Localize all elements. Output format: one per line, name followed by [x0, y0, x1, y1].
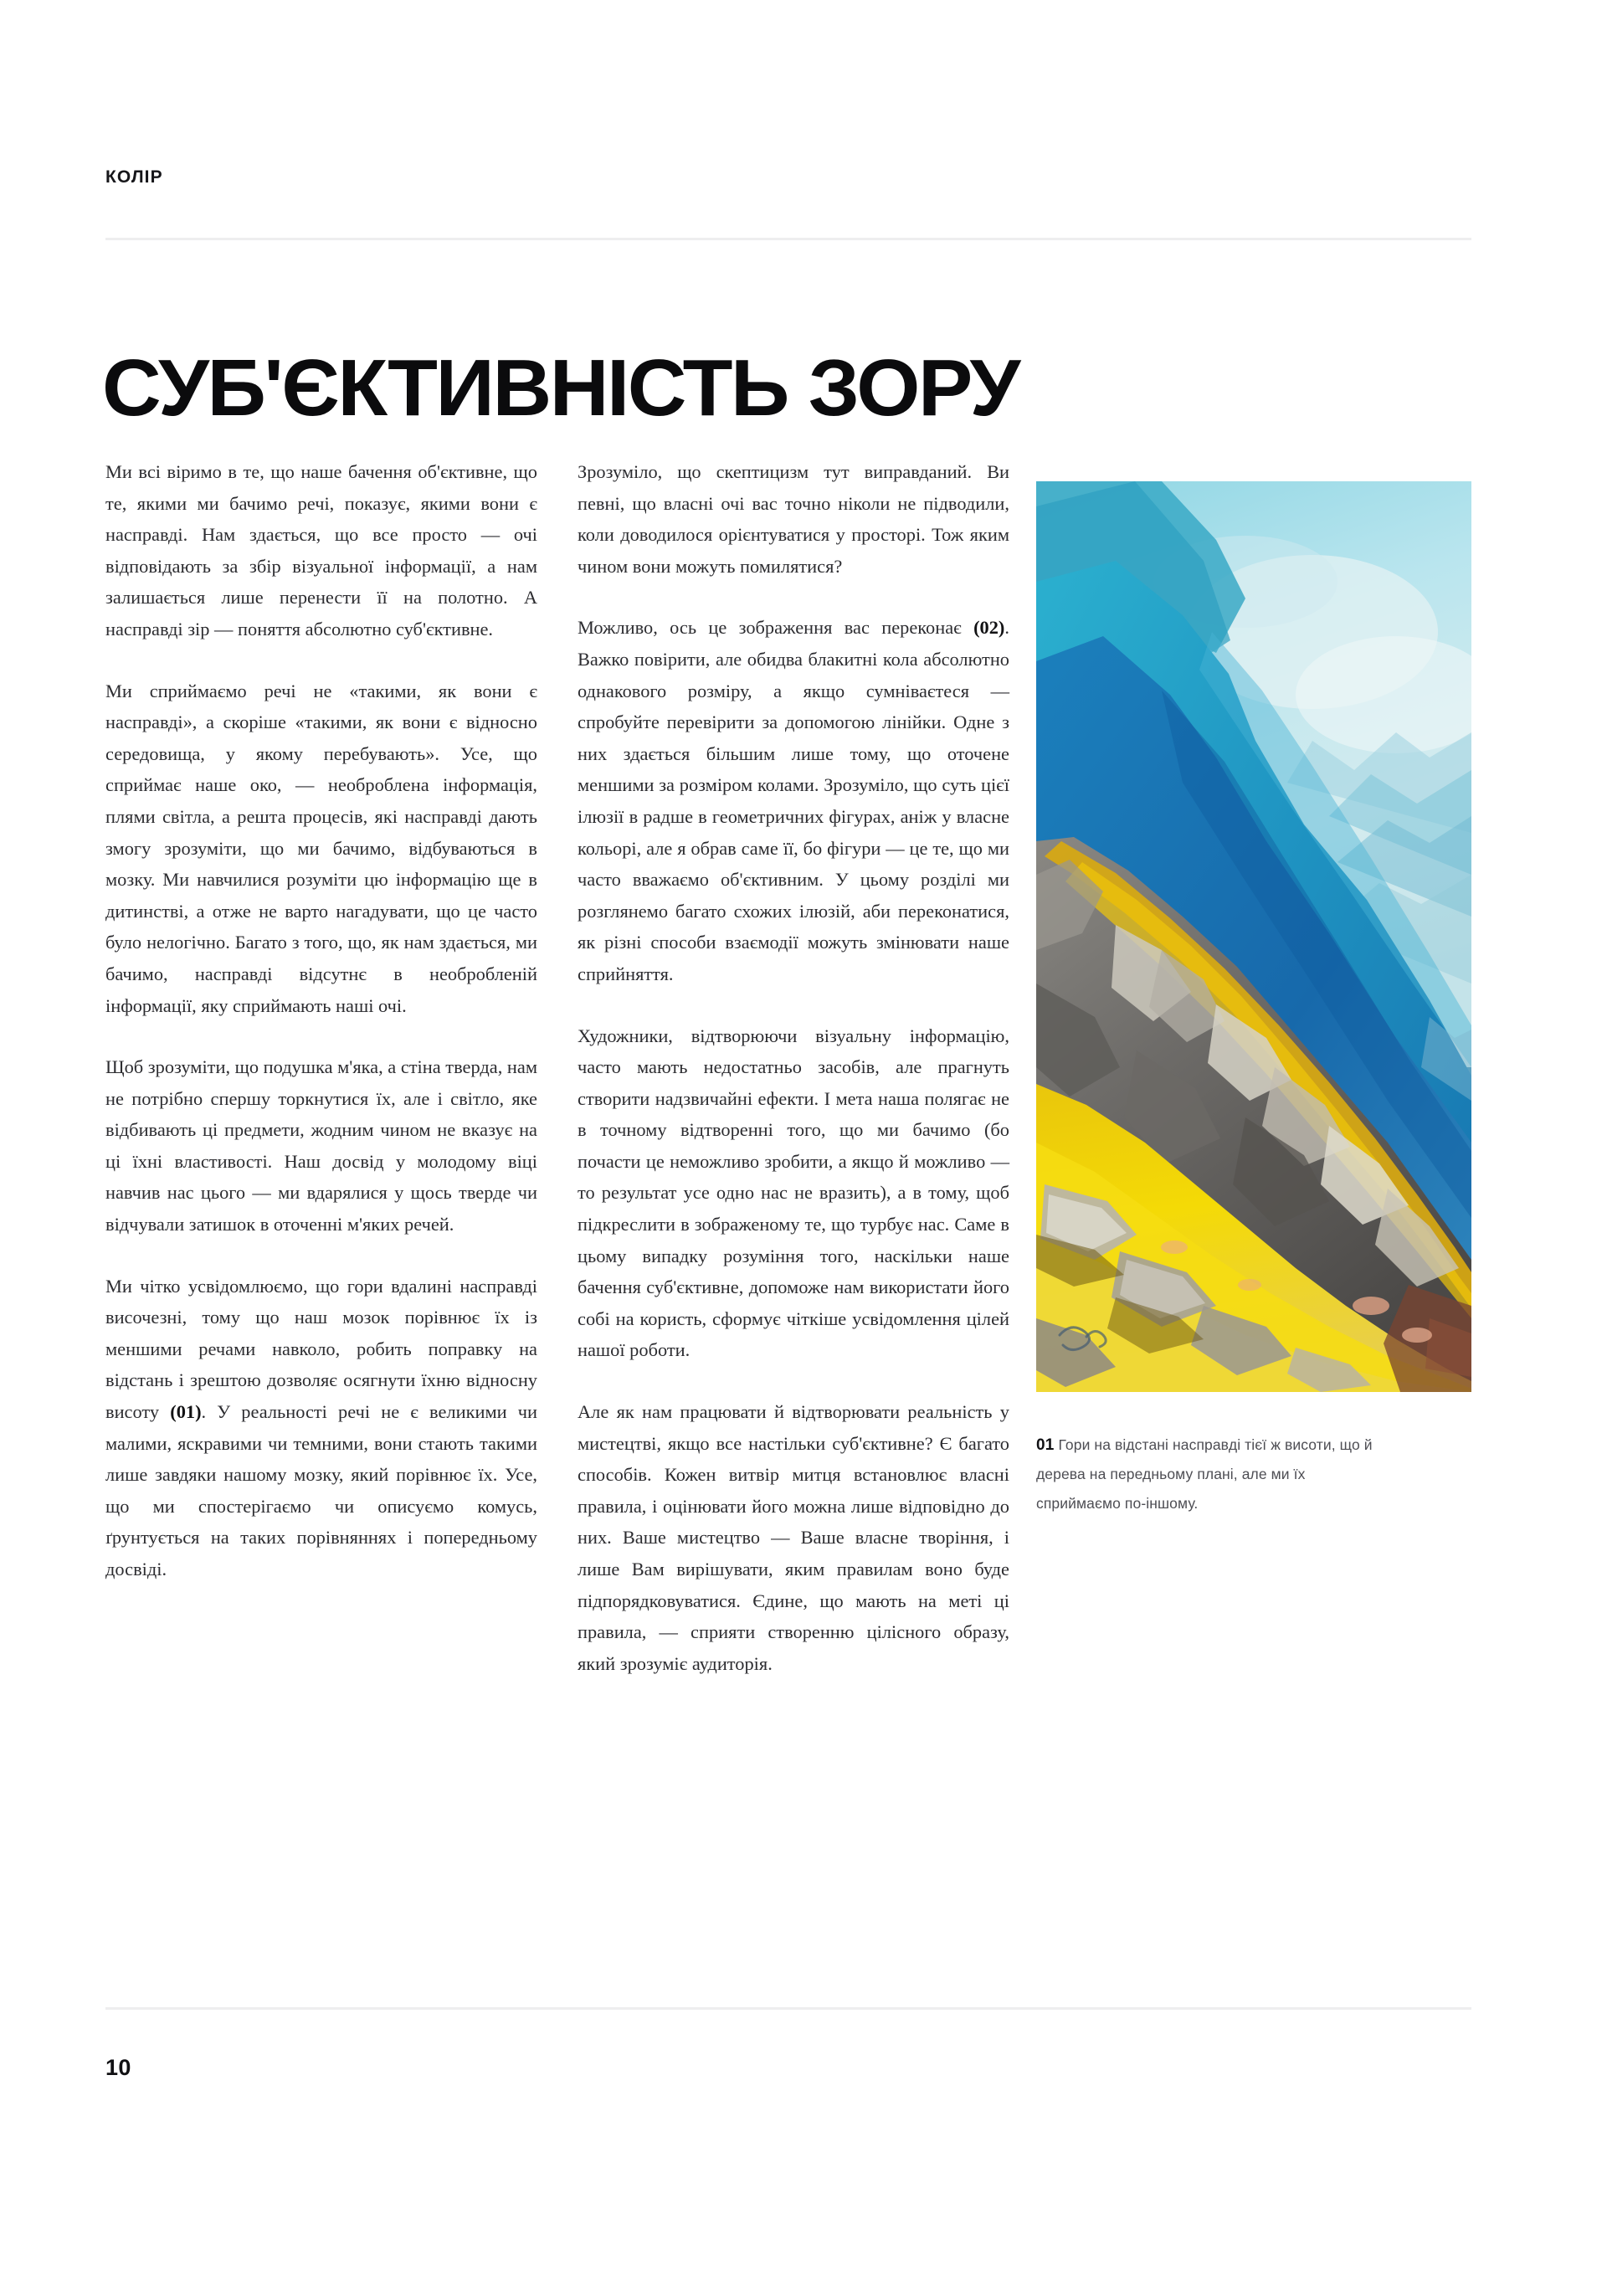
text-column-right — [578, 456, 1009, 1679]
page-title: СУБ'ЄКТИВНІСТЬ ЗОРУ — [102, 343, 1019, 434]
figure-caption — [1036, 1431, 1388, 1518]
paragraph: Щоб зрозуміти, що подушка м'яка, а стіна тверда, нам не потрібно спершу торкнутися їх, але і світло, яке відбивають ці предмети, жодним чином не вказує на ці їхні властивості. Наш досвід у молодому віці навчив нас цього — ми вдарялися у щось тверде чи відчували затишок в оточенні м'яких речей. — [105, 1056, 537, 1235]
paragraph: Але як нам працювати й відтворювати реальність у мистецтві, якщо все настільки суб'єктивне? Є багато способів. Кожен витвір митця встановлює власні правила, і оцінювати його можна лише відповідно до них. Ваше мистецтво — Ваше власне творіння, і лише Вам вирішувати, яким правилам воно буде підпорядковуватися. Єдине, що мають на меті ці правила, — сприяти створенню цілісного образу, який зрозуміє аудиторія. — [578, 1401, 1009, 1674]
text-column-left — [105, 456, 537, 1585]
paragraph-text-after-ref: . Важко повірити, але обидва блакитні кола абсолютно однакового розміру, а якщо сумніваєтеся — спробуйте перевірити за допомогою лінійки. Одне з них здається більшим лише тому, що оточене меншими за розміром колами. Зрозуміло, що суть цієї ілюзії в радше в геометричних фігурах, аніж у власне кольорі, але я обрав саме її, бо фігури — це те, що ми часто вважаємо об'єктивним. У цьому розділі ми розглянемо багато схожих ілюзій, аби переконатися, як різні способи взаємодії можуть змінювати наше сприйняття. — [578, 617, 1009, 984]
footer-divider — [105, 2007, 1471, 2010]
running-head: КОЛІР — [105, 167, 163, 187]
paragraph: Ми сприймаємо речі не «такими, як вони є насправді», а скоріше «такими, як вони є відносно середовища, у якому перебувають». Усе, що сприймає наше око, — необроблена інформація, плями світла, а решта процесів, які насправді дають змогу зрозуміти, що ми бачимо, відбуваються в мозку. Ми навчилися розуміти цю інформацію ще в дитинстві, а отже не варто нагадувати, що це часто було нелогічно. Багато з того, що, як нам здається, ми бачимо, насправді відсутнє в необробленій інформації, яку сприймають наші очі. — [105, 680, 537, 1016]
paragraph-text-after-ref: . У реальності речі не є великими чи малими, яскравими чи темними, вони стають такими лише завдяки нашому мозку, який порівнює їх. Усе, що ми спостерігаємо чи описуємо комусь, ґрунтується на таких порівняннях і попередньому досвіді. — [105, 1401, 537, 1579]
figure-caption-number: 01 — [1036, 1436, 1055, 1454]
paragraph-text-before-ref: Ми чітко усвідомлюємо, що гори вдалині насправді височезні, тому що наш мозок порівнює їх із меншими речами навколо, робить поправку на відстань і зрештою дозволяє осягнути їхню відносну висоту — [105, 1275, 537, 1423]
page-number: 10 — [105, 2055, 131, 2080]
paragraph: Зрозуміло, що скептицизм тут виправданий. Ви певні, що власні очі вас точно ніколи не підводили, коли доводилося орієнтуватися у просторі. Тож яким чином вони можуть помилятися? — [578, 461, 1009, 577]
paragraph-with-figure-ref — [105, 1271, 537, 1585]
paragraph: Художники, відтворюючи візуальну інформацію, часто мають недостатньо засобів, але прагнуть створити надзвичайні ефекти. І мета наша полягає не в точному відтворенні того, що ми бачимо (бо почасти це неможливо зробити, а якщо й можливо — то результат усе одно нас не вразить), а в тому, щоб підкреслити в зображеному те, що турбує нас. Саме в цьому випадку розуміння того, наскільки наше бачення суб'єктивне, допоможе нам використати його собі на користь, сформує чіткіше усвідомлення цілей нашої роботи. — [578, 1025, 1009, 1361]
mountain-landscape-painting — [1036, 481, 1471, 1392]
paragraph: Ми всі віримо в те, що наше бачення об'єктивне, що те, якими ми бачимо речі, показує, якими вони є насправді. Нам здається, що все просто — очі відповідають за збір візуальної інформації, а нам залишається лише перенести її на полотно. А насправді зір — поняття абсолютно суб'єктивне. — [105, 461, 537, 639]
figure-caption-text: Гори на відстані насправді тієї ж висоти, що й дерева на передньому плані, але ми їх сприймаємо по-іншому. — [1036, 1436, 1373, 1512]
paragraph-with-figure-ref — [578, 612, 1009, 989]
figure-reference-01: (01) — [170, 1401, 202, 1423]
figure-01 — [1036, 481, 1471, 1518]
header-divider — [105, 238, 1471, 240]
paragraph-text-before-ref: Можливо, ось це зображення вас переконає — [578, 617, 974, 639]
figure-reference-02: (02) — [973, 617, 1005, 639]
